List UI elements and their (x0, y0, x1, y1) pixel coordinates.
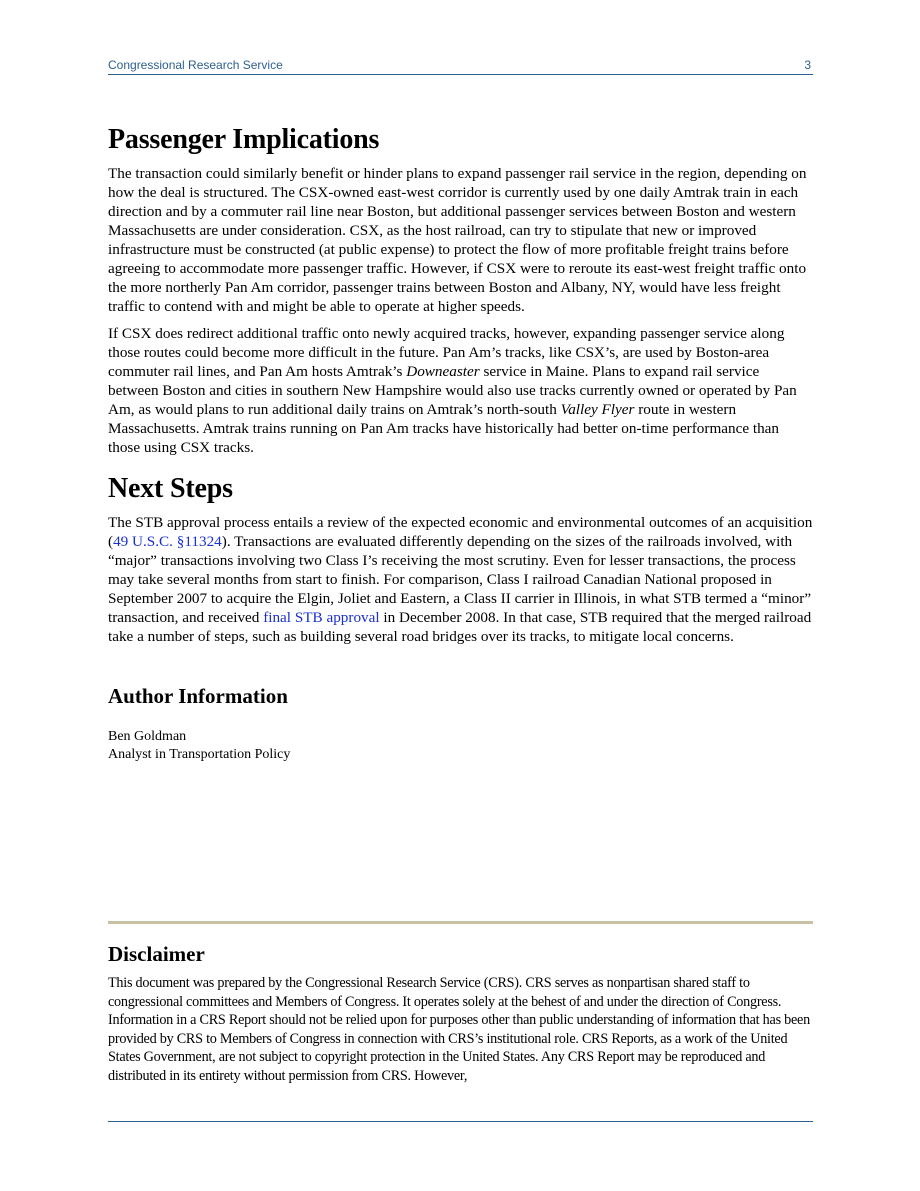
section-title-passenger-implications: Passenger Implications (108, 124, 380, 155)
paragraph-passenger-1: The transaction could similarly benefit or hinder plans to expand passenger rail service in the region, depending on how the deal is structured. The CSX-owned east-west corridor is currently used by one daily Amtrak train in each direction and by a commuter rail line near Boston, but additional passenger services between Boston and western Massachusetts are under consideration. CSX, as the host railroad, can try to stipulate that new or improved infrastructure must be constructed (at public expense) to protect the flow of more profitable freight trains before agreeing to accommodate more passenger traffic. However, if CSX were to reroute its east-west freight traffic onto the more northerly Pan Am corridor, passenger trains between Boston and Albany, NY, would have less freight traffic to contend with and might be able to operate at higher speeds. (108, 165, 807, 315)
italic-downeaster: Downeaster (406, 363, 480, 380)
disclaimer-text: This document was prepared by the Congressional Research Service (CRS). CRS serves as nonpartisan shared staff to congressional committees and Members of Congress. It operates solely at the behest of and under the direction of Congress. Information in a CRS Report should not be relied upon for purposes other than public understanding of information that has been provided by CRS to Members of Congress in connection with CRS’s institutional role. CRS Reports, as a work of the United States Government, are not subject to copyright protection in the United States. Any CRS Report may be reproduced and distributed in its entirety without permission from CRS. However, (108, 975, 810, 1084)
paragraph-next-steps (108, 513, 813, 646)
italic-valley-flyer: Valley Flyer (560, 401, 635, 418)
footer-divider (108, 1121, 813, 1122)
author-heading: Author Information (108, 684, 288, 708)
text-run: in December 2008. In that case, STB required that the merged railroad take a number of steps, such as building several road bridges over its tracks, to mitigate local concerns. (108, 609, 812, 645)
page-number: 3 (804, 58, 811, 72)
text-run: route in western Massachusetts. Amtrak trains running on Pan Am tracks have historically had better on-time performance than those using CSX tracks. (108, 401, 780, 456)
author-name: Ben Goldman (108, 729, 187, 744)
main-content (108, 122, 813, 764)
author-details (108, 728, 813, 764)
link-final-stb-approval[interactable]: final STB approval (263, 609, 380, 626)
text-run: service in Maine. Plans to expand rail service between Boston and cities in southern New Hampshire would also use tracks currently owned or operated by Pan Am, as would plans to run additional daily trains on Amtrak’s north-south (108, 363, 797, 418)
disclaimer-section (108, 940, 813, 1094)
text-run: ). Transactions are evaluated differently depending on the sizes of the railroads involved, with “major” transactions involving two Class I’s receiving the most scrutiny. Even for lesser transactions, the process may take several months from start to finish. For comparison, Class I railroad Canadian National proposed in September 2007 to acquire the Elgin, Joliet and Eastern, a Class II carrier in Illinois, in what STB termed a “minor” transaction, and received (108, 533, 812, 626)
disclaimer-divider (108, 921, 813, 924)
author-role: Analyst in Transportation Policy (108, 747, 291, 762)
link-49-usc-11324[interactable]: 49 U.S.C. §11324 (113, 533, 222, 550)
section-title-next-steps: Next Steps (108, 473, 233, 504)
disclaimer-heading: Disclaimer (108, 942, 205, 966)
author-information (108, 682, 813, 764)
page-header (108, 56, 813, 75)
paragraph-passenger-2 (108, 324, 813, 457)
text-run: If CSX does redirect additional traffic onto newly acquired tracks, however, expanding passenger service along those routes could become more difficult in the future. Pan Am’s tracks, like CSX’s, are used by Boston-area commuter rail lines, and Pan Am hosts Amtrak’s (108, 325, 785, 380)
header-org-name: Congressional Research Service (108, 58, 283, 72)
text-run: The STB approval process entails a review of the expected economic and environmental outcomes of an acquisition ( (108, 514, 813, 550)
